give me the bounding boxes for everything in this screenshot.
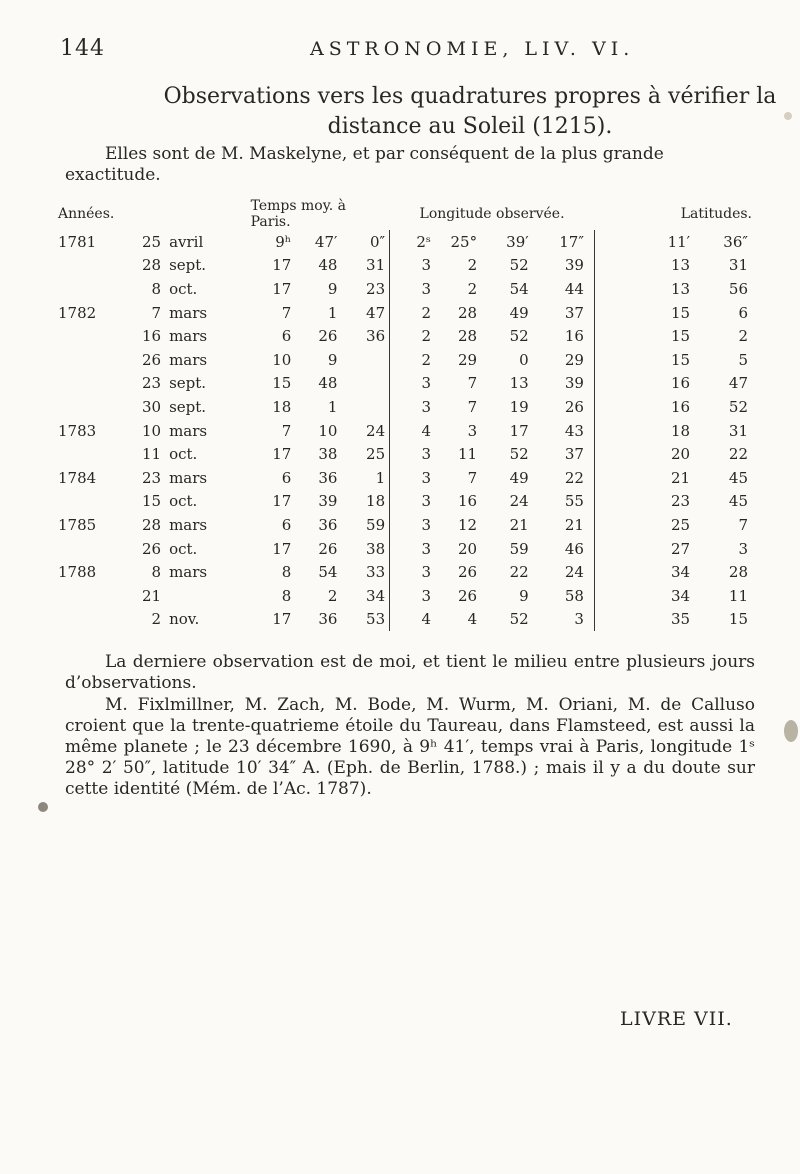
cell-deg: 3 bbox=[467, 421, 478, 440]
cell-m: 36 bbox=[318, 610, 338, 629]
cell-lmin: 24 bbox=[509, 492, 529, 511]
cell-s: 0″ bbox=[337, 230, 389, 254]
cell-month: mars bbox=[169, 350, 208, 369]
cell-lsec: 44 bbox=[529, 277, 595, 301]
cell-lsec: 16 bbox=[529, 324, 595, 348]
cell-m: 39 bbox=[318, 492, 338, 511]
cell-lsec: 46 bbox=[529, 537, 595, 561]
cell-deg: 29 bbox=[458, 350, 478, 369]
cell-h: 17 bbox=[272, 445, 292, 464]
cell-bmin: 15 bbox=[670, 327, 691, 346]
paper-stain bbox=[38, 802, 48, 812]
cell-bmin: 13 bbox=[670, 256, 691, 275]
cell-bmin: 13 bbox=[670, 279, 691, 298]
cell-sign: 2ˢ bbox=[416, 232, 431, 251]
cell-bsec: 45 bbox=[728, 492, 748, 511]
cell-m: 54 bbox=[318, 563, 338, 582]
cell-bmin: 34 bbox=[670, 563, 691, 582]
cell-sign: 3 bbox=[421, 539, 431, 558]
table-row bbox=[58, 490, 758, 514]
cell-deg: 28 bbox=[458, 327, 478, 346]
cell-bsec: 7 bbox=[738, 515, 748, 534]
cell-day: 21 bbox=[141, 586, 162, 605]
cell-s: 18 bbox=[337, 490, 389, 514]
cell-s bbox=[337, 348, 389, 372]
cell-m: 48 bbox=[318, 256, 338, 275]
cell-bsec: 36″ bbox=[723, 232, 748, 251]
cell-year bbox=[58, 584, 129, 608]
cell-bsec: 2 bbox=[738, 327, 748, 346]
cell-h: 10 bbox=[272, 350, 292, 369]
cell-bmin: 21 bbox=[670, 468, 691, 487]
cell-lsec: 39 bbox=[529, 372, 595, 396]
cell-deg: 16 bbox=[458, 492, 478, 511]
cell-m: 1 bbox=[327, 303, 338, 322]
header-years: Années. bbox=[58, 206, 115, 222]
cell-day: 25 bbox=[141, 232, 162, 251]
cell-lmin: 39′ bbox=[506, 232, 529, 251]
cell-bmin: 23 bbox=[670, 492, 691, 511]
cell-bmin: 34 bbox=[670, 586, 691, 605]
cell-day: 23 bbox=[141, 468, 162, 487]
cell-h: 17 bbox=[272, 610, 292, 629]
cell-month: sept. bbox=[169, 374, 207, 393]
cell-lsec: 17″ bbox=[529, 230, 595, 254]
cell-month: sept. bbox=[169, 397, 207, 416]
cell-bmin: 20 bbox=[670, 445, 691, 464]
cell-lsec: 22 bbox=[529, 466, 595, 490]
cell-bmin: 27 bbox=[670, 539, 691, 558]
table-row bbox=[58, 608, 758, 632]
cell-day: 23 bbox=[141, 374, 162, 393]
cell-deg: 2 bbox=[467, 256, 478, 275]
cell-lsec: 37 bbox=[529, 442, 595, 466]
cell-lmin: 9 bbox=[519, 586, 529, 605]
section-heading: Observations vers les quadratures propres à vérifier la distance au Soleil (1215). bbox=[163, 84, 777, 139]
cell-sign: 3 bbox=[421, 374, 431, 393]
cell-month: oct. bbox=[169, 445, 198, 464]
cell-m: 36 bbox=[318, 515, 338, 534]
cell-s: 59 bbox=[337, 513, 389, 537]
cell-bmin: 35 bbox=[670, 610, 691, 629]
cell-lmin: 52 bbox=[509, 256, 529, 275]
cell-day: 15 bbox=[141, 492, 162, 511]
cell-s: 24 bbox=[337, 419, 389, 443]
cell-lmin: 52 bbox=[509, 327, 529, 346]
cell-lmin: 22 bbox=[509, 563, 529, 582]
cell-s: 33 bbox=[337, 560, 389, 584]
intro-paragraph: Elles sont de M. Maskelyne, et par conséquent de la plus grande exactitude. bbox=[65, 144, 664, 185]
cell-deg: 7 bbox=[467, 374, 478, 393]
cell-month: mars bbox=[169, 421, 208, 440]
cell-h: 6 bbox=[281, 515, 292, 534]
cell-day: 16 bbox=[141, 327, 162, 346]
cell-h: 18 bbox=[272, 397, 292, 416]
cell-deg: 11 bbox=[458, 445, 478, 464]
cell-deg: 20 bbox=[458, 539, 478, 558]
cell-sign: 2 bbox=[421, 350, 431, 369]
table-row bbox=[58, 466, 758, 490]
cell-lmin: 17 bbox=[509, 421, 529, 440]
cell-deg: 26 bbox=[458, 563, 478, 582]
cell-lsec: 55 bbox=[529, 490, 595, 514]
cell-year bbox=[58, 537, 129, 561]
cell-h: 17 bbox=[272, 539, 292, 558]
cell-lmin: 0 bbox=[519, 350, 529, 369]
catchword: LIVRE VII. bbox=[620, 1008, 733, 1030]
cell-sign: 4 bbox=[421, 610, 431, 629]
cell-lmin: 52 bbox=[509, 445, 529, 464]
table-row bbox=[58, 537, 758, 561]
cell-deg: 7 bbox=[467, 468, 478, 487]
cell-day: 2 bbox=[151, 610, 162, 629]
table-row bbox=[58, 560, 758, 584]
cell-day: 26 bbox=[141, 350, 162, 369]
cell-month: sept. bbox=[169, 256, 207, 275]
cell-s: 53 bbox=[337, 608, 389, 632]
cell-lsec: 29 bbox=[529, 348, 595, 372]
cell-bmin: 16 bbox=[670, 374, 691, 393]
cell-h: 8 bbox=[281, 563, 292, 582]
table-row bbox=[58, 372, 758, 396]
cell-deg: 26 bbox=[458, 586, 478, 605]
cell-h: 9ʰ bbox=[275, 232, 292, 251]
cell-lmin: 59 bbox=[509, 539, 529, 558]
cell-s: 1 bbox=[337, 466, 389, 490]
cell-day: 11 bbox=[141, 445, 162, 464]
cell-bsec: 31 bbox=[728, 256, 748, 275]
cell-year bbox=[58, 372, 129, 396]
cell-lsec: 24 bbox=[529, 560, 595, 584]
paper-stain bbox=[784, 720, 798, 742]
cell-year: 1784 bbox=[58, 468, 97, 487]
cell-month: oct. bbox=[169, 539, 198, 558]
cell-year bbox=[58, 254, 129, 278]
cell-lsec: 21 bbox=[529, 513, 595, 537]
cell-lsec: 58 bbox=[529, 584, 595, 608]
observations-table bbox=[58, 198, 758, 631]
cell-month: mars bbox=[169, 563, 208, 582]
cell-deg: 25° bbox=[450, 232, 478, 251]
cell-day: 26 bbox=[141, 539, 162, 558]
cell-h: 17 bbox=[272, 279, 292, 298]
cell-bmin: 15 bbox=[670, 350, 691, 369]
table-row bbox=[58, 348, 758, 372]
cell-bsec: 28 bbox=[728, 563, 748, 582]
cell-h: 7 bbox=[281, 421, 292, 440]
cell-bsec: 22 bbox=[728, 445, 748, 464]
table-row bbox=[58, 584, 758, 608]
cell-m: 36 bbox=[318, 468, 338, 487]
cell-sign: 3 bbox=[421, 586, 431, 605]
table-row bbox=[58, 442, 758, 466]
table-row bbox=[58, 301, 758, 325]
cell-sign: 3 bbox=[421, 256, 431, 275]
cell-lmin: 54 bbox=[509, 279, 529, 298]
cell-month: oct. bbox=[169, 279, 198, 298]
cell-sign: 4 bbox=[421, 421, 431, 440]
cell-lmin: 13 bbox=[509, 374, 529, 393]
cell-deg: 4 bbox=[467, 610, 478, 629]
table-row bbox=[58, 419, 758, 443]
cell-m: 26 bbox=[318, 539, 338, 558]
cell-h: 17 bbox=[272, 256, 292, 275]
cell-year bbox=[58, 608, 129, 632]
cell-month: nov. bbox=[169, 610, 200, 629]
cell-day: 8 bbox=[151, 563, 162, 582]
cell-m: 10 bbox=[318, 421, 338, 440]
cell-sign: 2 bbox=[421, 327, 431, 346]
cell-lsec: 3 bbox=[529, 608, 595, 632]
header-latitude: Latitudes. bbox=[680, 206, 752, 222]
cell-m: 48 bbox=[318, 374, 338, 393]
running-title: ASTRONOMIE, LIV. VI. bbox=[310, 38, 635, 60]
cell-s: 31 bbox=[337, 254, 389, 278]
cell-month bbox=[161, 584, 251, 608]
closing-note: La derniere observation est de moi, et tient le milieu entre plusieurs jours d’observations. bbox=[65, 652, 755, 693]
cell-year: 1788 bbox=[58, 563, 97, 582]
cell-day: 8 bbox=[151, 279, 162, 298]
cell-m: 1 bbox=[327, 397, 338, 416]
cell-bsec: 45 bbox=[728, 468, 748, 487]
cell-month: mars bbox=[169, 327, 208, 346]
page-number: 144 bbox=[60, 36, 105, 61]
cell-sign: 3 bbox=[421, 445, 431, 464]
cell-deg: 2 bbox=[467, 279, 478, 298]
cell-bsec: 6 bbox=[738, 303, 748, 322]
cell-deg: 7 bbox=[467, 397, 478, 416]
cell-s: 36 bbox=[337, 324, 389, 348]
cell-month: avril bbox=[169, 232, 204, 251]
cell-sign: 3 bbox=[421, 468, 431, 487]
cell-sign: 3 bbox=[421, 492, 431, 511]
identification-note: M. Fixlmillner, M. Zach, M. Bode, M. Wurm, M. Oriani, M. de Calluso croient que la trente-quatrieme étoile du Taureau, dans Flamsteed, est aussi la même planete ; le 23 décembre 1690, à 9ʰ 41′, temps vrai à Paris, longitude 1ˢ 28° 2′ 50″, latitude 10′ 34″ A. (Eph. de Berlin, 1788.) ; mais il y a du doute sur cette identité (Mém. de l’Ac. 1787). bbox=[65, 695, 755, 799]
cell-bmin: 11′ bbox=[667, 232, 691, 251]
cell-bsec: 52 bbox=[728, 397, 748, 416]
header-longitude: Longitude observée. bbox=[419, 206, 565, 222]
table-row bbox=[58, 230, 758, 254]
cell-h: 17 bbox=[272, 492, 292, 511]
cell-year bbox=[58, 490, 129, 514]
cell-sign: 3 bbox=[421, 397, 431, 416]
cell-m: 38 bbox=[318, 445, 338, 464]
cell-m: 26 bbox=[318, 327, 338, 346]
cell-day: 30 bbox=[141, 397, 162, 416]
cell-day: 10 bbox=[141, 421, 162, 440]
table-body bbox=[58, 230, 758, 631]
cell-s: 38 bbox=[337, 537, 389, 561]
cell-year: 1781 bbox=[58, 232, 97, 251]
cell-lsec: 26 bbox=[529, 395, 595, 419]
cell-month: mars bbox=[169, 468, 208, 487]
cell-s: 23 bbox=[337, 277, 389, 301]
cell-day: 7 bbox=[151, 303, 162, 322]
cell-month: oct. bbox=[169, 492, 198, 511]
cell-lmin: 49 bbox=[509, 468, 529, 487]
table-row bbox=[58, 324, 758, 348]
cell-s bbox=[337, 372, 389, 396]
cell-h: 7 bbox=[281, 303, 292, 322]
cell-s: 25 bbox=[337, 442, 389, 466]
cell-m: 9 bbox=[327, 350, 338, 369]
cell-bmin: 15 bbox=[670, 303, 691, 322]
cell-day: 28 bbox=[141, 515, 162, 534]
cell-bmin: 25 bbox=[670, 515, 691, 534]
cell-m: 2 bbox=[327, 586, 338, 605]
cell-bsec: 5 bbox=[738, 350, 748, 369]
cell-deg: 28 bbox=[458, 303, 478, 322]
table-row bbox=[58, 395, 758, 419]
cell-year bbox=[58, 277, 129, 301]
cell-s bbox=[337, 395, 389, 419]
cell-bsec: 56 bbox=[728, 279, 748, 298]
cell-deg: 12 bbox=[458, 515, 478, 534]
cell-m: 47′ bbox=[314, 232, 338, 251]
cell-lmin: 19 bbox=[509, 397, 529, 416]
cell-lsec: 37 bbox=[529, 301, 595, 325]
cell-year: 1785 bbox=[58, 515, 97, 534]
cell-year bbox=[58, 348, 129, 372]
cell-year bbox=[58, 395, 129, 419]
cell-sign: 2 bbox=[421, 303, 431, 322]
table-row bbox=[58, 513, 758, 537]
cell-year bbox=[58, 442, 129, 466]
table-row bbox=[58, 277, 758, 301]
cell-lmin: 21 bbox=[509, 515, 529, 534]
cell-lsec: 43 bbox=[529, 419, 595, 443]
cell-h: 8 bbox=[281, 586, 292, 605]
cell-bsec: 11 bbox=[728, 586, 748, 605]
cell-year: 1782 bbox=[58, 303, 97, 322]
header-time: Temps moy. à Paris. bbox=[250, 198, 347, 230]
cell-s: 34 bbox=[337, 584, 389, 608]
cell-h: 15 bbox=[272, 374, 292, 393]
cell-month: mars bbox=[169, 303, 208, 322]
cell-lmin: 49 bbox=[509, 303, 529, 322]
cell-month: mars bbox=[169, 515, 208, 534]
cell-bmin: 18 bbox=[670, 421, 691, 440]
cell-sign: 3 bbox=[421, 279, 431, 298]
cell-bsec: 3 bbox=[738, 539, 748, 558]
cell-bsec: 47 bbox=[728, 374, 748, 393]
cell-lsec: 39 bbox=[529, 254, 595, 278]
cell-year bbox=[58, 324, 129, 348]
cell-bsec: 31 bbox=[728, 421, 748, 440]
cell-lmin: 52 bbox=[509, 610, 529, 629]
cell-bsec: 15 bbox=[728, 610, 748, 629]
cell-bmin: 16 bbox=[670, 397, 691, 416]
cell-h: 6 bbox=[281, 468, 292, 487]
cell-m: 9 bbox=[327, 279, 338, 298]
cell-sign: 3 bbox=[421, 563, 431, 582]
table-row bbox=[58, 254, 758, 278]
cell-s: 47 bbox=[337, 301, 389, 325]
table-header-row bbox=[58, 198, 758, 230]
paper-stain bbox=[784, 112, 792, 120]
cell-day: 28 bbox=[141, 256, 162, 275]
cell-sign: 3 bbox=[421, 515, 431, 534]
cell-year: 1783 bbox=[58, 421, 97, 440]
cell-h: 6 bbox=[281, 327, 292, 346]
